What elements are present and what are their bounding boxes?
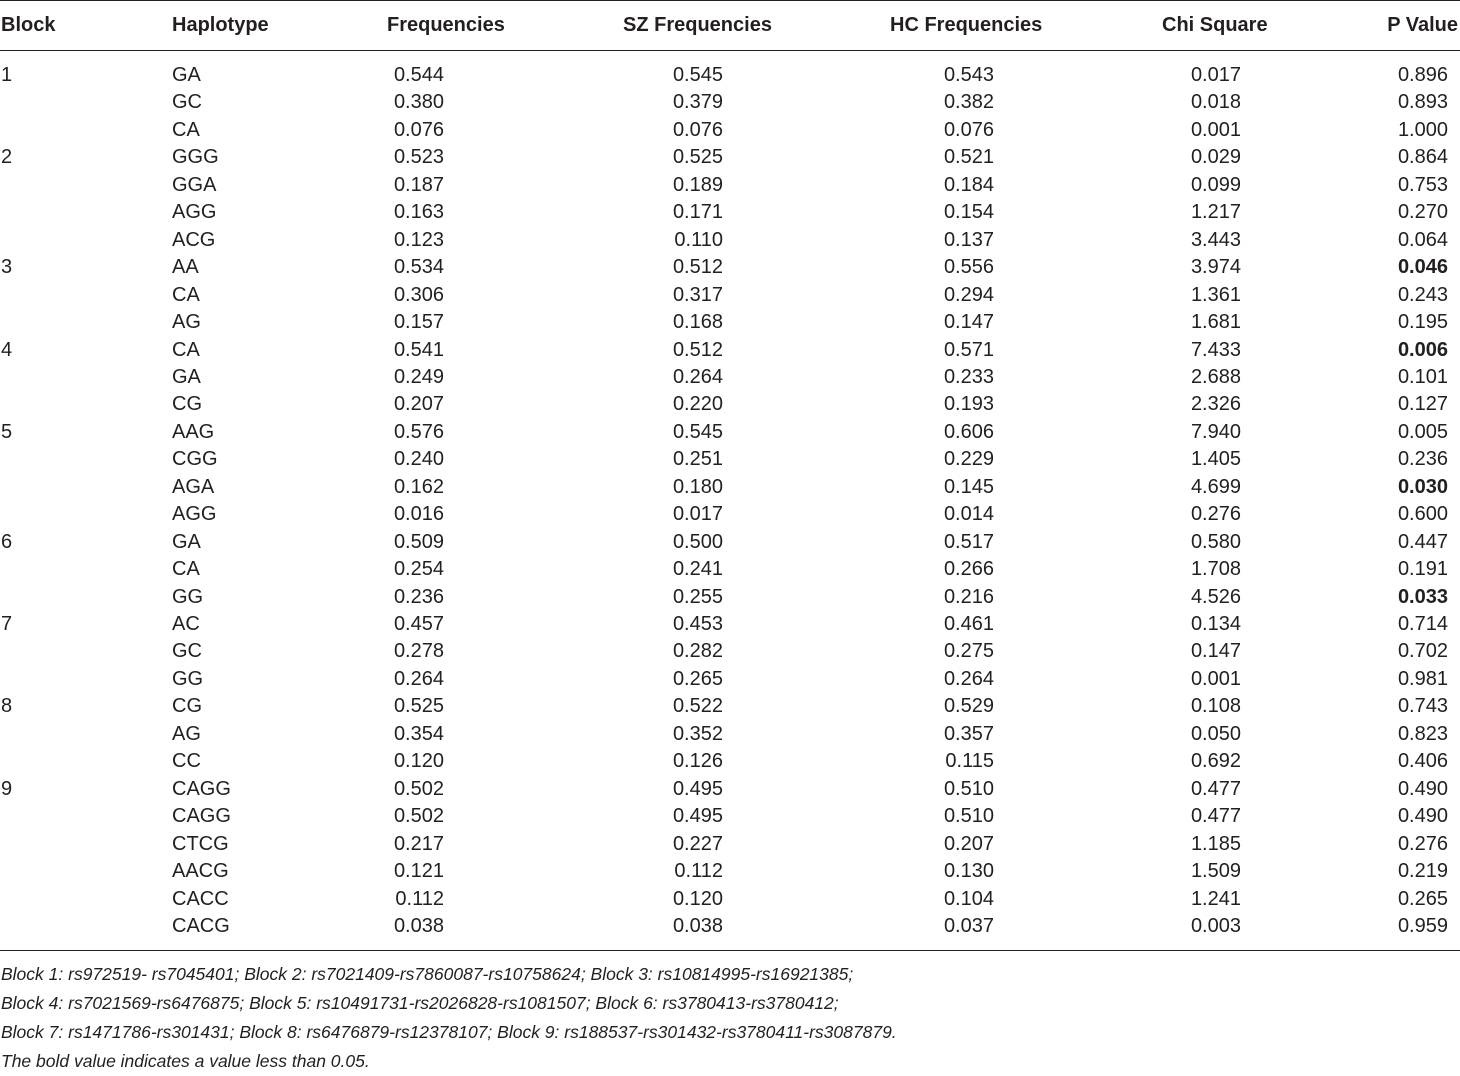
- table-top-rule: [0, 0, 1460, 1]
- cell-chi-square: 0.099: [1190, 173, 1241, 196]
- cell-p-value: 0.959: [1397, 914, 1448, 937]
- table-row: [0, 254, 1460, 281]
- cell-p-value: 0.046: [1397, 256, 1448, 279]
- cell-p-value: 0.030: [1397, 475, 1448, 498]
- cell-frequency: 0.123: [393, 228, 444, 251]
- cell-sz-frequency: 0.265: [672, 667, 723, 690]
- cell-frequency: 0.534: [393, 256, 444, 279]
- cell-chi-square: 1.185: [1190, 832, 1241, 855]
- cell-frequency: 0.576: [393, 420, 444, 443]
- cell-frequency: 0.217: [393, 832, 444, 855]
- cell-chi-square: 1.361: [1190, 283, 1241, 306]
- cell-hc-frequency: 0.104: [943, 887, 994, 910]
- cell-haplotype: GC: [172, 640, 202, 663]
- cell-chi-square: 2.688: [1190, 365, 1241, 388]
- cell-block: 6: [1, 530, 13, 553]
- header-haplotype: Haplotype: [172, 14, 269, 36]
- table-row: [0, 89, 1460, 116]
- cell-sz-frequency: 0.180: [672, 475, 723, 498]
- cell-sz-frequency: 0.220: [672, 393, 723, 416]
- footnote-line: Block 1: rs972519- rs7045401; Block 2: rs7021409-rs7860087-rs10758624; Block 3: rs10814995-rs16921385;: [1, 964, 854, 984]
- cell-p-value: 0.270: [1397, 201, 1448, 224]
- cell-haplotype: CGG: [172, 448, 218, 471]
- cell-chi-square: 0.147: [1190, 640, 1241, 663]
- cell-haplotype: CA: [172, 283, 200, 306]
- table-row: [0, 666, 1460, 693]
- cell-hc-frequency: 0.606: [943, 420, 994, 443]
- cell-sz-frequency: 0.241: [672, 558, 723, 581]
- cell-chi-square: 3.443: [1190, 228, 1241, 251]
- cell-p-value: 0.191: [1397, 558, 1448, 581]
- cell-sz-frequency: 0.038: [672, 914, 723, 937]
- table-row: [0, 748, 1460, 775]
- cell-hc-frequency: 0.275: [943, 640, 994, 663]
- cell-haplotype: GA: [172, 64, 201, 86]
- cell-block: 9: [1, 777, 13, 800]
- cell-frequency: 0.076: [393, 118, 444, 141]
- cell-hc-frequency: 0.517: [943, 530, 994, 553]
- cell-frequency: 0.306: [393, 283, 444, 306]
- cell-p-value: 0.219: [1397, 860, 1448, 883]
- cell-chi-square: 2.326: [1190, 393, 1241, 416]
- cell-hc-frequency: 0.014: [943, 503, 994, 526]
- cell-p-value: 0.101: [1397, 365, 1448, 388]
- cell-chi-square: 1.681: [1190, 311, 1241, 334]
- cell-p-value: 0.127: [1397, 393, 1448, 416]
- cell-sz-frequency: 0.317: [672, 283, 723, 306]
- cell-p-value: 0.243: [1397, 283, 1448, 306]
- cell-p-value: 0.893: [1397, 91, 1448, 114]
- table-footnotes: [1, 960, 1456, 1076]
- cell-chi-square: 0.477: [1190, 777, 1241, 800]
- cell-hc-frequency: 0.266: [943, 558, 994, 581]
- cell-haplotype: AAG: [172, 420, 215, 443]
- cell-sz-frequency: 0.500: [672, 530, 723, 553]
- cell-hc-frequency: 0.294: [943, 283, 994, 306]
- cell-frequency: 0.157: [393, 311, 444, 334]
- cell-p-value: 0.195: [1397, 311, 1448, 334]
- cell-sz-frequency: 0.495: [672, 777, 723, 800]
- cell-hc-frequency: 0.154: [943, 201, 994, 224]
- cell-sz-frequency: 0.352: [672, 722, 723, 745]
- cell-hc-frequency: 0.115: [945, 750, 994, 773]
- cell-block: 4: [1, 338, 13, 361]
- cell-haplotype: CC: [172, 750, 201, 773]
- cell-haplotype: CACC: [172, 887, 229, 910]
- cell-chi-square: 0.001: [1190, 118, 1241, 141]
- cell-block: 8: [1, 695, 13, 718]
- cell-p-value: 0.265: [1397, 887, 1448, 910]
- cell-sz-frequency: 0.255: [672, 585, 723, 608]
- cell-chi-square: 3.974: [1190, 256, 1241, 279]
- cell-p-value: 0.447: [1397, 530, 1448, 553]
- cell-chi-square: 4.699: [1190, 475, 1241, 498]
- table-row: [0, 62, 1460, 89]
- cell-frequency: 0.187: [393, 173, 444, 196]
- cell-p-value: 0.864: [1397, 146, 1448, 169]
- cell-p-value: 0.714: [1397, 613, 1448, 635]
- cell-frequency: 0.523: [393, 146, 444, 169]
- cell-haplotype: GA: [172, 530, 201, 553]
- cell-frequency: 0.502: [393, 805, 444, 828]
- cell-hc-frequency: 0.529: [943, 695, 994, 718]
- table-row: [0, 337, 1460, 364]
- cell-frequency: 0.207: [393, 393, 444, 416]
- table-row: [0, 144, 1460, 171]
- table-row: [0, 803, 1460, 830]
- cell-p-value: 0.276: [1397, 832, 1448, 855]
- cell-sz-frequency: 0.017: [672, 503, 723, 526]
- cell-chi-square: 1.241: [1190, 887, 1241, 910]
- cell-chi-square: 0.134: [1190, 613, 1241, 635]
- cell-sz-frequency: 0.110: [674, 228, 723, 251]
- cell-hc-frequency: 0.543: [943, 64, 994, 86]
- table-row: [0, 776, 1460, 803]
- table-row: [0, 886, 1460, 913]
- cell-haplotype: CACG: [172, 914, 230, 937]
- header-p-value: P Value: [1387, 14, 1458, 36]
- table-row: [0, 227, 1460, 254]
- table-row: [0, 117, 1460, 144]
- cell-block: 5: [1, 420, 13, 443]
- cell-frequency: 0.254: [393, 558, 444, 581]
- header-frequencies: Frequencies: [387, 14, 505, 36]
- footnote-line: Block 4: rs7021569-rs6476875; Block 5: rs10491731-rs2026828-rs1081507; Block 6: rs3780413-rs3780412;: [1, 993, 839, 1013]
- cell-haplotype: GGG: [172, 146, 219, 169]
- table-header-rule: [0, 50, 1460, 51]
- cell-sz-frequency: 0.126: [672, 750, 723, 773]
- table-row: [0, 309, 1460, 336]
- cell-p-value: 0.490: [1397, 805, 1448, 828]
- cell-chi-square: 7.433: [1190, 338, 1241, 361]
- cell-sz-frequency: 0.512: [672, 256, 723, 279]
- cell-block: 1: [1, 64, 13, 86]
- cell-chi-square: 0.017: [1190, 64, 1241, 86]
- cell-haplotype: AG: [172, 722, 201, 745]
- cell-p-value: 0.702: [1397, 640, 1448, 663]
- cell-chi-square: 0.003: [1190, 914, 1241, 937]
- cell-frequency: 0.525: [393, 695, 444, 718]
- cell-sz-frequency: 0.545: [672, 64, 723, 86]
- cell-chi-square: 4.526: [1190, 585, 1241, 608]
- cell-hc-frequency: 0.571: [943, 338, 994, 361]
- cell-chi-square: 1.708: [1190, 558, 1241, 581]
- table-row: [0, 831, 1460, 858]
- cell-sz-frequency: 0.512: [672, 338, 723, 361]
- table-row: [0, 446, 1460, 473]
- cell-hc-frequency: 0.130: [943, 860, 994, 883]
- cell-p-value: 0.236: [1397, 448, 1448, 471]
- cell-chi-square: 0.018: [1190, 91, 1241, 114]
- cell-haplotype: AGA: [172, 475, 215, 498]
- cell-hc-frequency: 0.207: [943, 832, 994, 855]
- cell-p-value: 0.823: [1397, 722, 1448, 745]
- cell-haplotype: CA: [172, 558, 200, 581]
- cell-sz-frequency: 0.495: [672, 805, 723, 828]
- cell-frequency: 0.112: [395, 887, 444, 910]
- header-chi-square: Chi Square: [1162, 14, 1268, 36]
- cell-hc-frequency: 0.510: [943, 805, 994, 828]
- cell-haplotype: GGA: [172, 173, 217, 196]
- cell-haplotype: CTCG: [172, 832, 229, 855]
- table-row: [0, 501, 1460, 528]
- cell-hc-frequency: 0.137: [943, 228, 994, 251]
- cell-frequency: 0.457: [393, 613, 444, 635]
- cell-p-value: 0.006: [1397, 338, 1448, 361]
- table-row: [0, 529, 1460, 556]
- cell-haplotype: AA: [172, 256, 199, 279]
- table-row: [0, 584, 1460, 611]
- cell-p-value: 0.005: [1397, 420, 1448, 443]
- cell-p-value: 0.490: [1397, 777, 1448, 800]
- cell-chi-square: 7.940: [1190, 420, 1241, 443]
- cell-p-value: 0.981: [1397, 667, 1448, 690]
- cell-hc-frequency: 0.233: [943, 365, 994, 388]
- table-row: [0, 364, 1460, 391]
- header-hc-frequencies: HC Frequencies: [890, 14, 1043, 36]
- cell-frequency: 0.249: [393, 365, 444, 388]
- cell-chi-square: 0.001: [1190, 667, 1241, 690]
- cell-sz-frequency: 0.171: [672, 201, 723, 224]
- table-row: [0, 858, 1460, 885]
- cell-haplotype: GA: [172, 365, 201, 388]
- cell-haplotype: CG: [172, 695, 202, 718]
- cell-haplotype: CA: [172, 338, 200, 361]
- cell-sz-frequency: 0.453: [672, 613, 723, 635]
- cell-hc-frequency: 0.037: [943, 914, 994, 937]
- cell-chi-square: 1.405: [1190, 448, 1241, 471]
- footnote-line: Block 7: rs1471786-rs301431; Block 8: rs6476879-rs12378107; Block 9: rs188537-rs301432-rs3780411-rs3087879.: [1, 1022, 897, 1042]
- cell-sz-frequency: 0.264: [672, 365, 723, 388]
- cell-sz-frequency: 0.522: [672, 695, 723, 718]
- cell-block: 7: [1, 613, 13, 635]
- cell-p-value: 0.743: [1397, 695, 1448, 718]
- cell-chi-square: 1.509: [1190, 860, 1241, 883]
- table-row: [0, 556, 1460, 583]
- cell-frequency: 0.162: [393, 475, 444, 498]
- cell-haplotype: AGG: [172, 201, 217, 224]
- cell-sz-frequency: 0.282: [672, 640, 723, 663]
- cell-sz-frequency: 0.545: [672, 420, 723, 443]
- table-row: [0, 419, 1460, 446]
- cell-frequency: 0.380: [393, 91, 444, 114]
- cell-haplotype: AGG: [172, 503, 217, 526]
- cell-sz-frequency: 0.168: [672, 311, 723, 334]
- cell-hc-frequency: 0.145: [943, 475, 994, 498]
- cell-frequency: 0.541: [393, 338, 444, 361]
- cell-sz-frequency: 0.112: [674, 860, 723, 883]
- cell-hc-frequency: 0.216: [943, 585, 994, 608]
- table-row: [0, 474, 1460, 501]
- cell-hc-frequency: 0.510: [943, 777, 994, 800]
- cell-sz-frequency: 0.379: [672, 91, 723, 114]
- cell-hc-frequency: 0.147: [943, 311, 994, 334]
- cell-hc-frequency: 0.521: [943, 146, 994, 169]
- table-row: [0, 913, 1460, 940]
- cell-hc-frequency: 0.357: [943, 722, 994, 745]
- cell-haplotype: CAGG: [172, 777, 231, 800]
- cell-haplotype: CAGG: [172, 805, 231, 828]
- cell-frequency: 0.509: [393, 530, 444, 553]
- cell-sz-frequency: 0.120: [672, 887, 723, 910]
- cell-sz-frequency: 0.525: [672, 146, 723, 169]
- cell-p-value: 0.600: [1397, 503, 1448, 526]
- cell-hc-frequency: 0.382: [943, 91, 994, 114]
- cell-chi-square: 0.580: [1190, 530, 1241, 553]
- cell-frequency: 0.264: [393, 667, 444, 690]
- cell-frequency: 0.544: [393, 64, 444, 86]
- cell-frequency: 0.120: [393, 750, 444, 773]
- cell-chi-square: 0.276: [1190, 503, 1241, 526]
- cell-frequency: 0.016: [393, 503, 444, 526]
- cell-haplotype: CA: [172, 118, 200, 141]
- cell-sz-frequency: 0.251: [672, 448, 723, 471]
- table-row: [0, 693, 1460, 720]
- table-row: [0, 172, 1460, 199]
- cell-chi-square: 0.050: [1190, 722, 1241, 745]
- cell-frequency: 0.236: [393, 585, 444, 608]
- cell-haplotype: AG: [172, 311, 201, 334]
- cell-haplotype: GG: [172, 585, 204, 608]
- cell-frequency: 0.121: [393, 860, 444, 883]
- cell-chi-square: 0.029: [1190, 146, 1241, 169]
- header-sz-frequencies: SZ Frequencies: [623, 14, 772, 36]
- cell-hc-frequency: 0.264: [943, 667, 994, 690]
- cell-p-value: 0.896: [1397, 64, 1448, 86]
- cell-frequency: 0.240: [393, 448, 444, 471]
- cell-haplotype: CG: [172, 393, 202, 416]
- cell-frequency: 0.502: [393, 777, 444, 800]
- cell-hc-frequency: 0.193: [943, 393, 994, 416]
- table-bottom-rule: [0, 950, 1460, 951]
- cell-hc-frequency: 0.461: [943, 613, 994, 635]
- table-row: [0, 721, 1460, 748]
- cell-haplotype: GG: [172, 667, 204, 690]
- cell-frequency: 0.163: [393, 201, 444, 224]
- cell-haplotype: ACG: [172, 228, 216, 251]
- cell-chi-square: 0.692: [1190, 750, 1241, 773]
- cell-hc-frequency: 0.184: [943, 173, 994, 196]
- cell-haplotype: AACG: [172, 860, 229, 883]
- cell-frequency: 0.354: [393, 722, 444, 745]
- table-row: [0, 282, 1460, 309]
- cell-hc-frequency: 0.556: [943, 256, 994, 279]
- cell-p-value: 0.064: [1397, 228, 1448, 251]
- cell-block: 2: [1, 146, 13, 169]
- cell-p-value: 0.753: [1397, 173, 1448, 196]
- cell-block: 3: [1, 256, 13, 279]
- table-row: [0, 391, 1460, 418]
- cell-sz-frequency: 0.189: [672, 173, 723, 196]
- cell-haplotype: AC: [172, 613, 200, 635]
- cell-hc-frequency: 0.076: [943, 118, 994, 141]
- table-header-row: [0, 12, 1460, 39]
- cell-sz-frequency: 0.227: [672, 832, 723, 855]
- cell-chi-square: 0.108: [1190, 695, 1241, 718]
- cell-chi-square: 0.477: [1190, 805, 1241, 828]
- table-row: [0, 611, 1460, 638]
- cell-chi-square: 1.217: [1190, 201, 1241, 224]
- cell-sz-frequency: 0.076: [672, 118, 723, 141]
- header-block: Block: [1, 14, 56, 36]
- table-row: [0, 199, 1460, 226]
- cell-p-value: 0.406: [1397, 750, 1448, 773]
- table-row: [0, 638, 1460, 665]
- cell-frequency: 0.038: [393, 914, 444, 937]
- cell-haplotype: GC: [172, 91, 202, 114]
- cell-hc-frequency: 0.229: [943, 448, 994, 471]
- cell-p-value: 0.033: [1397, 585, 1448, 608]
- cell-p-value: 1.000: [1397, 118, 1448, 141]
- footnote-line: The bold value indicates a value less than 0.05.: [1, 1051, 370, 1071]
- cell-frequency: 0.278: [393, 640, 444, 663]
